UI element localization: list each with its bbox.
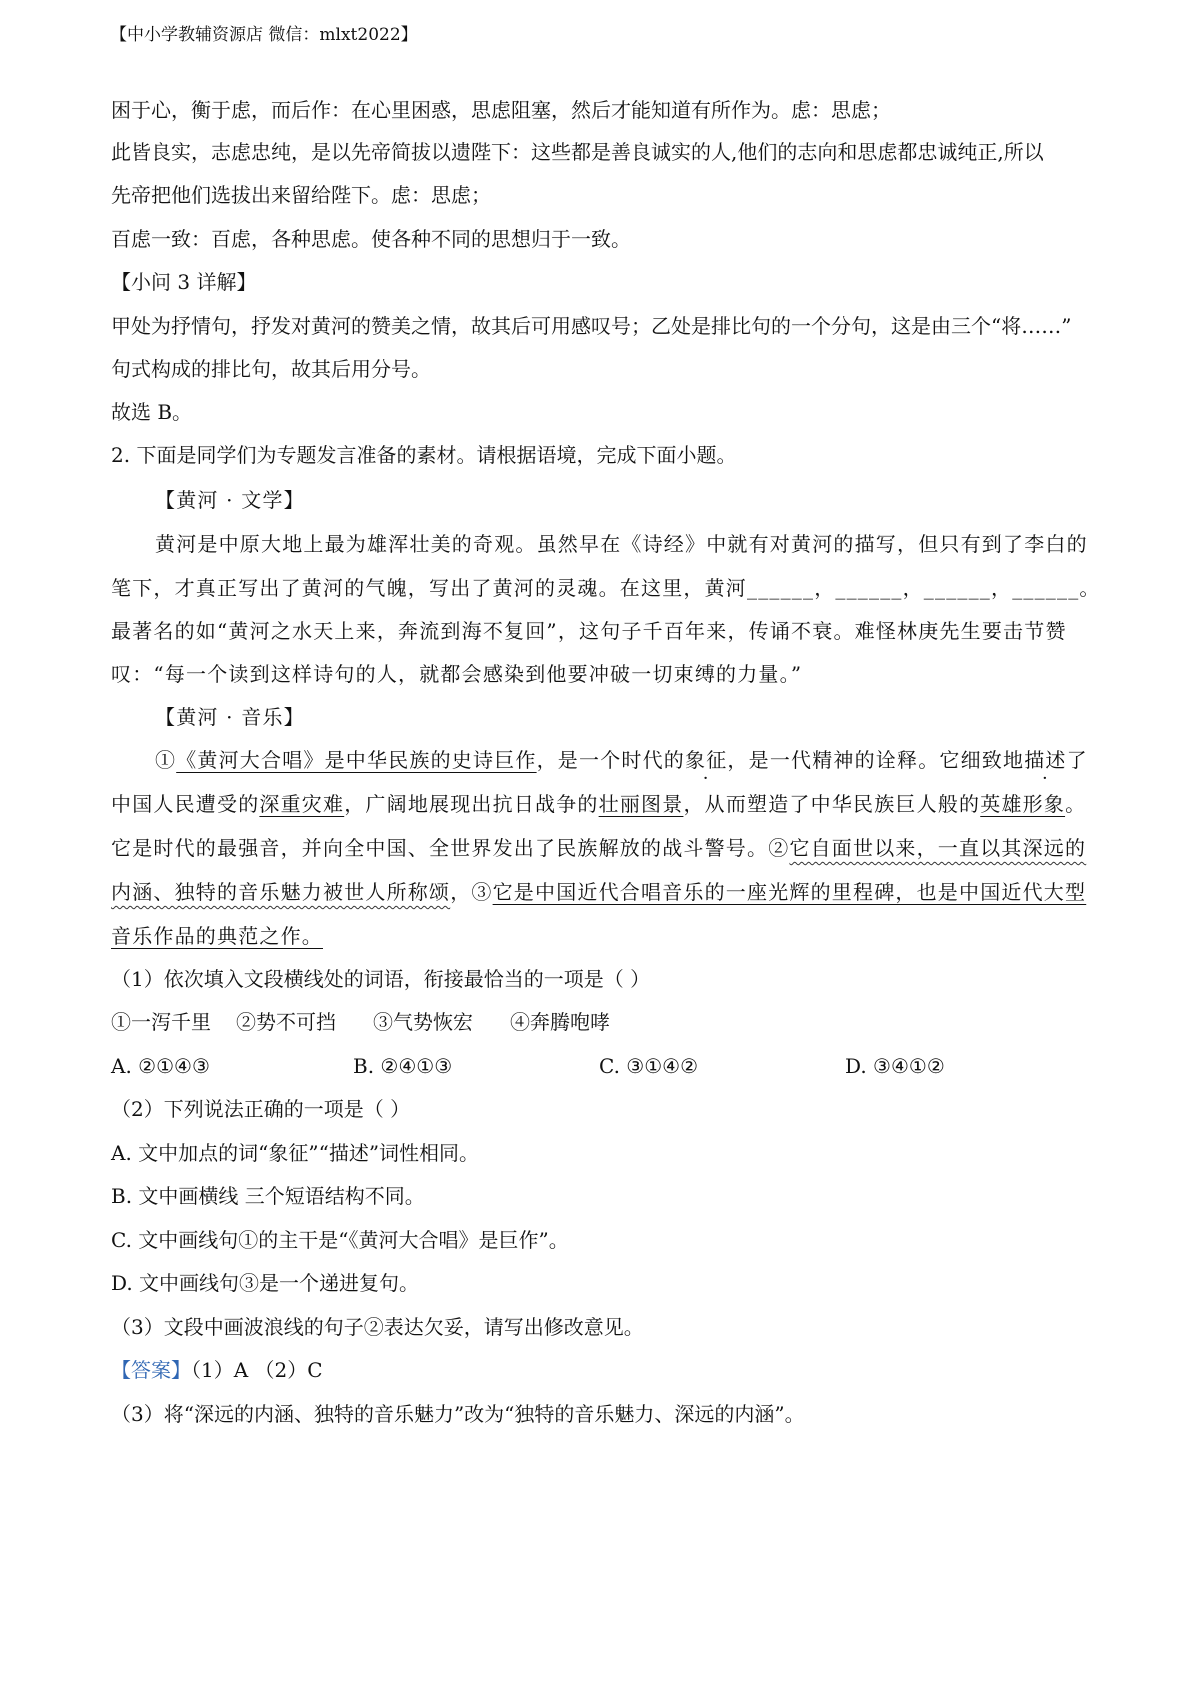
- dotted-word: 象征: [685, 748, 728, 772]
- text-span: 它是时代的最强音，并向全中国、全世界发出了民族解放的战斗警号。②: [111, 836, 790, 860]
- answer-line: （3）将“深远的内涵、独特的音乐魅力”改为“独特的音乐魅力、深远的内涵”。: [111, 1402, 805, 1426]
- text-span: ，③: [450, 880, 493, 904]
- passage-line: 最著名的如“黄河之水天上来，奔流到海不复回”，这句子千百年来，传诵不衰。难怪林庚先生要击节赞: [111, 619, 1067, 643]
- sub-question-heading: 【小问 3 详解】: [111, 270, 257, 294]
- header-watermark: 【中小学教辅资源店 微信：mlxt2022】: [110, 25, 418, 45]
- passage-line: [111, 921, 323, 951]
- word-option: ④奔腾咆哮: [510, 1010, 610, 1034]
- text-line: 故选 B。: [111, 400, 193, 424]
- choice-a: A. 文中加点的词“象征”“描述”词性相同。: [111, 1141, 480, 1165]
- choice-d: D. ③④①②: [845, 1054, 945, 1078]
- answer-line: [111, 1356, 323, 1384]
- choice-b: B. ②④①③: [353, 1054, 453, 1078]
- text-span: ，从而塑造了中华民族巨人般的: [683, 792, 981, 816]
- wavy-sentence-2: 它自面世以来，一直以其深远的: [789, 836, 1087, 860]
- passage-line: [111, 789, 1086, 819]
- answer-text: （1）A （2）C: [191, 1358, 323, 1382]
- underlined-sentence-1: 《黄河大合唱》是中华民族的史诗巨作: [176, 748, 537, 772]
- word-option: ③气势恢宏: [373, 1010, 473, 1034]
- passage-line: 黄河是中原大地上最为雄浑壮美的奇观。虽然早在《诗经》中就有对黄河的描写，但只有到了李白的: [155, 532, 1088, 556]
- answer-label: 【答案】: [111, 1358, 191, 1382]
- text-line: 甲处为抒情句，抒发对黄河的赞美之情，故其后可用感叹号；乙处是排比句的一个分句，这是由三个“将……”: [111, 314, 1072, 338]
- text-span: ，广阔地展现出抗日战争的: [344, 792, 599, 816]
- wavy-sentence-2: 内涵、独特的音乐魅力被世人所称颂: [111, 880, 451, 904]
- choice-d: D. 文中画线句③是一个递进复句。: [111, 1271, 420, 1295]
- text-line: 困于心，衡于虑，而后作：在心里困惑，思虑阻塞，然后才能知道有所作为。虑：思虑；: [111, 98, 891, 122]
- word-option: ②势不可挡: [236, 1010, 336, 1034]
- choice-c: C. ③①④②: [599, 1054, 699, 1078]
- question-3-stem: （3）文段中画波浪线的句子②表达欠妥，请写出修改意见。: [111, 1315, 644, 1339]
- text-line: 百虑一致：百虑，各种思虑。使各种不同的思想归于一致。: [111, 227, 631, 251]
- underlined-phrase: 壮丽图景: [598, 792, 684, 816]
- passage-line: [111, 877, 1086, 907]
- section-title-literature: 【黄河 · 文学】: [155, 488, 305, 512]
- underlined-phrase: 英雄形象: [980, 792, 1066, 816]
- choice-c: C. 文中画线句①的主干是“《黄河大合唱》是巨作”。: [111, 1228, 569, 1252]
- underlined-phrase: 深重灾难: [259, 792, 345, 816]
- text-span: 了: [1066, 748, 1088, 772]
- choice-a: A. ②①④③: [111, 1054, 210, 1078]
- text-span: 。: [1065, 792, 1087, 816]
- question-1-stem: （1）依次填入文段横线处的词语，衔接最恰当的一项是（ ）: [111, 967, 651, 991]
- text-line: 此皆良实，志虑忠纯，是以先帝简拔以遗陛下：这些都是善良诚实的人,他们的志向和思虑都忠诚纯正,所以: [111, 140, 1044, 164]
- text-line: 先帝把他们选拔出来留给陛下。虑：思虑；: [111, 183, 491, 207]
- choice-b: B. 文中画横线 三个短语结构不同。: [111, 1184, 425, 1208]
- question-2-stem: 2. 下面是同学们为专题发言准备的素材。请根据语境，完成下面小题。: [111, 443, 737, 467]
- passage-line: 笔下，才真正写出了黄河的气魄，写出了黄河的灵魂。在这里，黄河______，______，______，______。: [111, 576, 1101, 600]
- circled-number: ①: [155, 748, 177, 772]
- text-span: ，是一个时代的: [536, 748, 686, 772]
- question-2-stem: （2）下列说法正确的一项是（ ）: [111, 1097, 411, 1121]
- word-option: ①一泻千里: [111, 1010, 211, 1034]
- underlined-sentence-3: 它是中国近代合唱音乐的一座光辉的里程碑，也是中国近代大型: [492, 880, 1087, 904]
- passage-line: [155, 745, 1088, 775]
- passage-line: 叹：“每一个读到这样诗句的人，就都会感染到他要冲破一切束缚的力量。”: [111, 662, 803, 686]
- underlined-sentence-3: 音乐作品的典范之作。: [111, 924, 323, 948]
- section-title-music: 【黄河 · 音乐】: [155, 705, 305, 729]
- text-span: 中国人民遭受的: [111, 792, 260, 816]
- passage-line: [111, 833, 1086, 863]
- text-span: ，是一代精神的诠释。它细致地: [727, 748, 1025, 772]
- text-line: 句式构成的排比句，故其后用分号。: [111, 357, 431, 381]
- dotted-word: 描述: [1024, 748, 1067, 772]
